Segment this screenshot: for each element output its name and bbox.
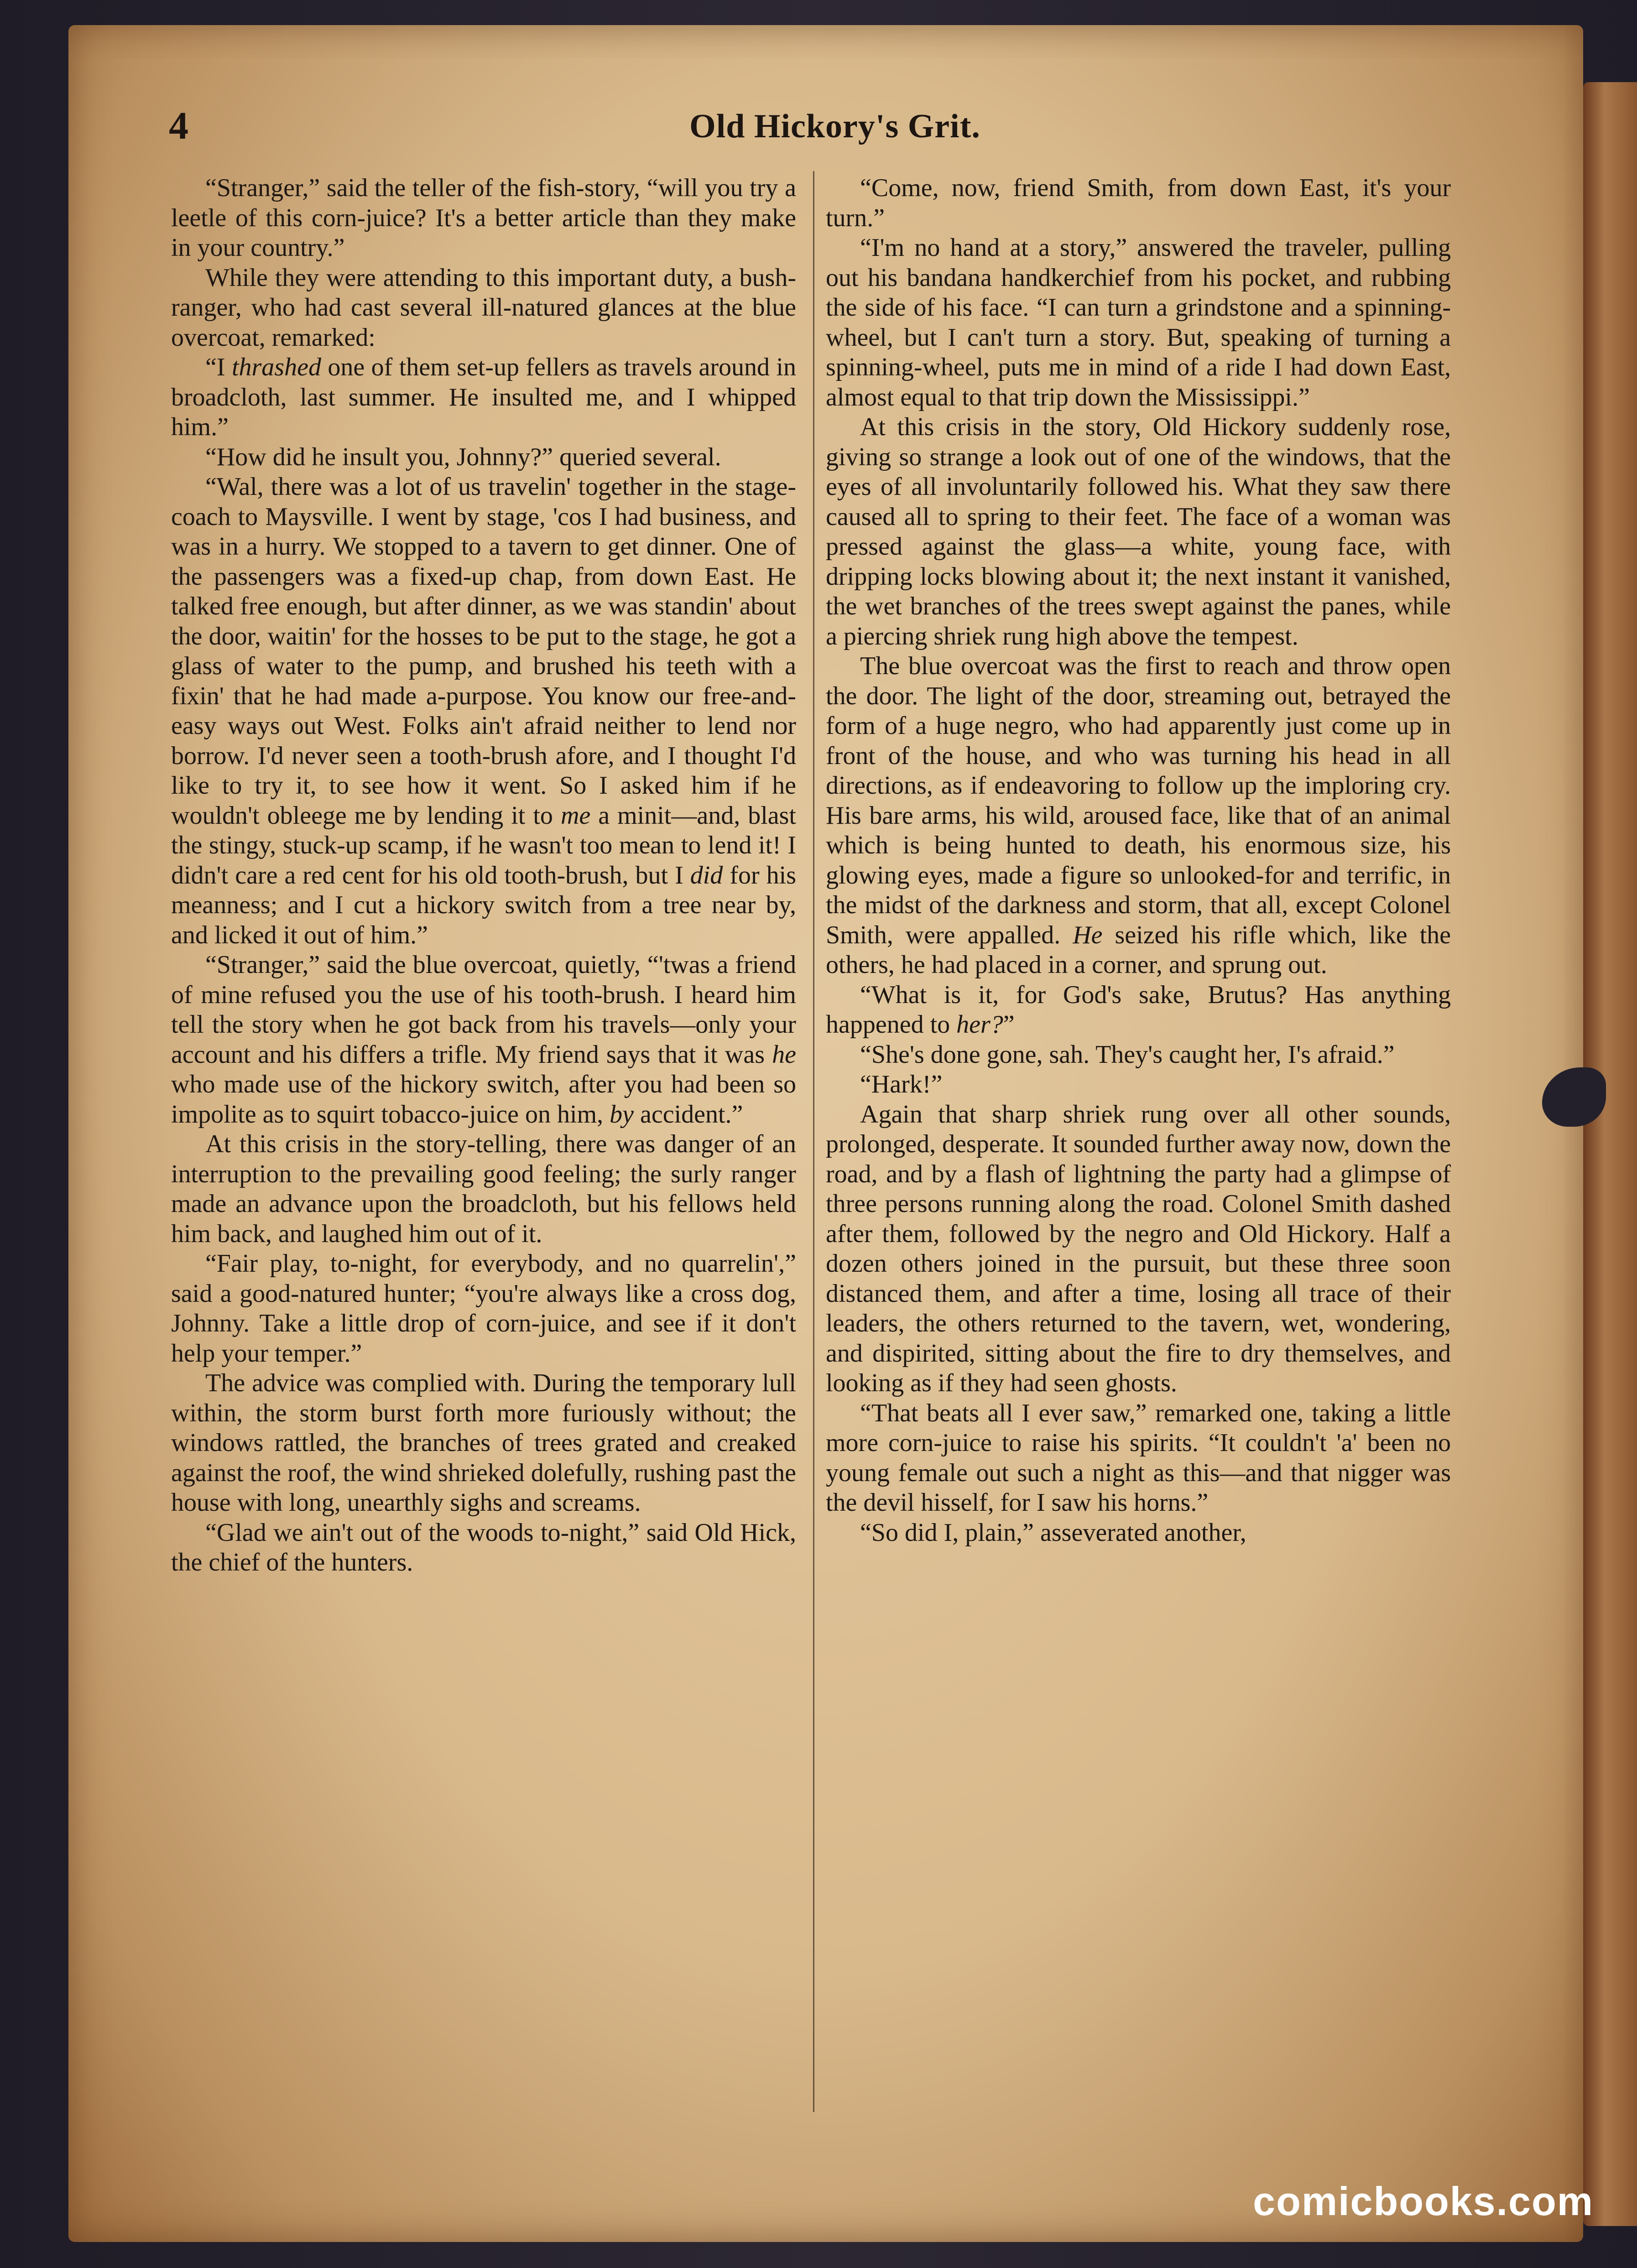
paragraph: “What is it, for God's sake, Brutus? Has anything happened to her?”: [826, 980, 1451, 1039]
paragraph: Again that sharp shriek rung over all other sounds, prolonged, desperate. It sounded further away now, down the road, and by a flash of lightning the party had a glimpse of three persons running along the road. Colonel Smith dashed after them, followed by the negro and Old Hickory. Half a dozen others joined in the pursuit, but these three soon distanced them, and after a time, losing all trace of their leaders, the others returned to the tavern, wet, wondering, and dispirited, sitting about the fire to dry themselves, and looking as if they had seen ghosts.: [826, 1100, 1451, 1397]
running-title: Old Hickory's Grit.: [689, 108, 980, 145]
paragraph: “Fair play, to-night, for everybody, and no quarrelin',” said a good-natured hunter; “you're always like a cross dog, Johnny. Take a little drop of corn-juice, and see if it don't help your temper.”: [171, 1249, 796, 1368]
paragraph: “That beats all I ever saw,” remarked one, taking a little more corn-juice to raise his spirits. “It couldn't 'a' been no young female out such a night as this—and that nigger was the devil hisself, for I saw his horns.”: [826, 1399, 1451, 1517]
paragraph: “Come, now, friend Smith, from down East, it's your turn.”: [826, 174, 1451, 232]
paragraph: At this crisis in the story-telling, there was danger of an interruption to the prevailing good feeling; the surly ranger made an advance upon the broadcloth, but his fellows held him back, and laughed him out of it.: [171, 1130, 796, 1248]
left-column: [171, 173, 796, 2112]
paragraph: While they were attending to this important duty, a bush-ranger, who had cast several ill-natured glances at the blue overcoat, remarked:: [171, 263, 796, 352]
column-divider: [813, 171, 814, 2112]
paragraph: The advice was complied with. During the temporary lull within, the storm burst forth more furiously without; the windows rattled, the branches of trees grated and creaked against the roof, the wind shrieked dolefully, rushing past the house with long, unearthly sighs and screams.: [171, 1369, 796, 1517]
paragraph: “She's done gone, sah. They's caught her, I's afraid.”: [860, 1040, 1395, 1069]
right-column: [826, 173, 1451, 2112]
paragraph: “Wal, there was a lot of us travelin' together in the stage-coach to Maysville. I went by stage, 'cos I had business, and was in a hurry. We stopped to a tavern to get dinner. One of the passengers was a fixed-up chap, from down East. He talked free enough, but after dinner, as we was standin' about the door, waitin' for the hosses to be put to the stage, he got a glass of water to the pump, and brushed his teeth with a fixin' that he had made a-purpose. You know our free-and-easy ways out West. Folks ain't afraid neither to lend nor borrow. I'd never seen a tooth-brush afore, and I thought I'd like to try it, to see how it went. So I asked him if he wouldn't obleege me by lending it to me a minit—and, blast the stingy, stuck-up scamp, if he wasn't too mean to lend it! I didn't care a red cent for his old tooth-brush, but I did for his meanness; and I cut a hickory switch from a tree near by, and licked it out of him.”: [171, 473, 796, 949]
paragraph: At this crisis in the story, Old Hickory suddenly rose, giving so strange a look out of one of the windows, that the eyes of all involuntarily followed his. What they saw there caused all to spring to their feet. The face of a woman was pressed against the glass—a white, young face, with dripping locks blowing about it; the next instant it vanished, the wet branches of the trees swept against the panes, while a piercing shriek rung high above the tempest.: [826, 413, 1451, 650]
paragraph: “Hark!”: [860, 1070, 943, 1098]
paragraph: The blue overcoat was the first to reach and throw open the door. The light of the door, streaming out, betrayed the form of a huge negro, who had apparently just come up in front of the house, and who was turning his head in all directions, as if endeavoring to follow up the imploring cry. His bare arms, his wild, aroused face, like that of an animal which is being hunted to death, his enormous size, his glowing eyes, made a figure so unlooked-for and terrific, in the midst of the darkness and storm, that all, except Colonel Smith, were appalled. He seized his rifle which, like the others, he had placed in a corner, and sprung out.: [826, 652, 1451, 979]
adjacent-page-edge: [1583, 82, 1637, 2226]
paragraph: “Stranger,” said the teller of the fish-story, “will you try a leetle of this corn-juice? It's a better article than they make in your country.”: [171, 174, 796, 262]
paragraph: “Glad we ain't out of the woods to-night,” said Old Hick, the chief of the hunters.: [171, 1518, 796, 1576]
paragraph: “So did I, plain,” asseverated another,: [860, 1518, 1246, 1547]
paragraph: “How did he insult you, Johnny?” queried several.: [205, 442, 721, 471]
page-header: [169, 103, 1501, 153]
paragraph: “I thrashed one of them set-up fellers as travels around in broadcloth, last summer. He insulted me, and I whipped him.”: [171, 353, 796, 441]
page-number: 4: [169, 104, 188, 147]
paragraph: “I'm no hand at a story,” answered the traveler, pulling out his bandana handkerchief from his pocket, and rubbing the side of his face. “I can turn a grindstone and a spinning-wheel, but I can't turn a story. But, speaking of turning a spinning-wheel, puts me in mind of a ride I had down East, almost equal to that trip down the Mississippi.”: [826, 234, 1451, 411]
watermark: comicbooks.com: [1253, 2179, 1594, 2224]
paragraph: “Stranger,” said the blue overcoat, quietly, “'twas a friend of mine refused you the use of his tooth-brush. I heard him tell the story when he got back from his travels—only your account and his differs a trifle. My friend says that it was he who made use of the hickory switch, after you had been so impolite as to squirt tobacco-juice on him, by accident.”: [171, 951, 796, 1129]
